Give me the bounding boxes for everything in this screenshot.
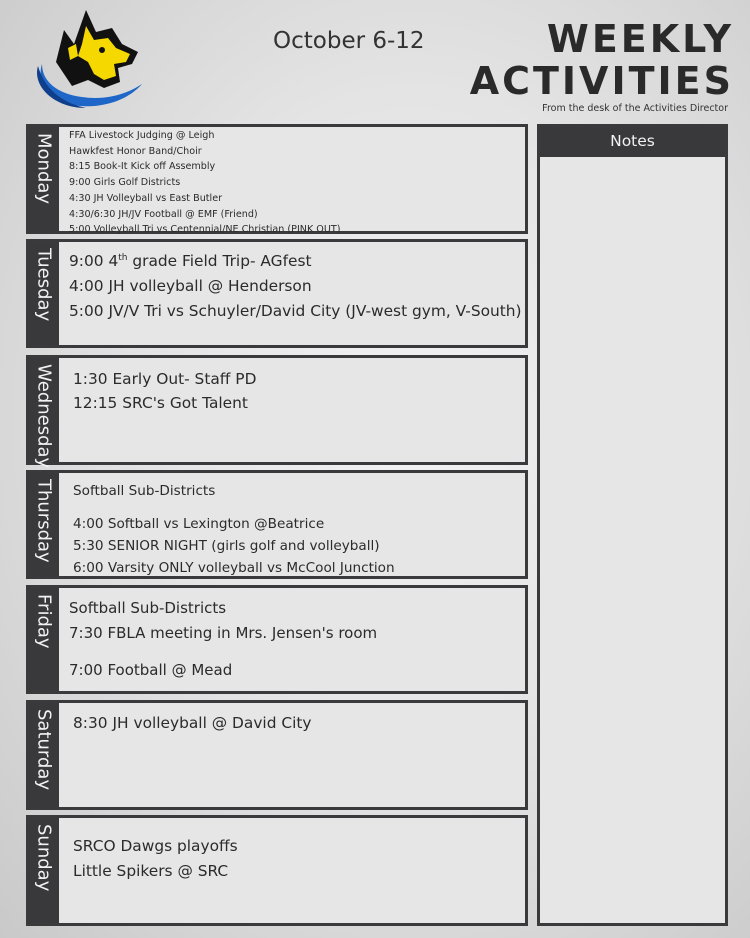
day-panel-sunday <box>26 815 528 926</box>
day-label: Wednesday <box>33 364 55 469</box>
page-title-line1: WEEKLY <box>546 17 734 61</box>
day-tab <box>29 588 59 691</box>
event-line: 4:00 JH volleyball @ Henderson <box>69 277 312 296</box>
event-line: 4:30 JH Volleyball vs East Butler <box>69 192 223 204</box>
day-panel-saturday <box>26 700 528 810</box>
day-label: Saturday <box>33 709 55 791</box>
event-line: 5:00 Volleyball Tri vs Centennial/NE Christian (PINK OUT) <box>69 224 341 236</box>
day-label: Friday <box>33 594 55 649</box>
event-line: 9:00 Girls Golf Districts <box>69 177 181 189</box>
day-tab <box>29 358 59 469</box>
notes-header: Notes <box>540 127 725 157</box>
ordinal-suffix: th <box>118 253 128 263</box>
event-line: 4:30/6:30 JH/JV Football @ EMF (Friend) <box>69 208 258 220</box>
day-panel-wednesday <box>26 355 528 469</box>
event-line: Hawkfest Honor Band/Choir <box>69 145 202 157</box>
page-title-line2: ACTIVITIES <box>469 59 734 103</box>
day-panel-thursday <box>26 470 528 579</box>
day-tab <box>29 127 59 231</box>
event-line: 5:00 JV/V Tri vs Schuyler/David City (JV-west gym, V-South) <box>69 302 522 321</box>
event-text: grade Field Trip- AGfest <box>127 252 312 271</box>
day-tab <box>29 703 59 807</box>
day-tab <box>29 473 59 576</box>
event-line: 1:30 Early Out- Staff PD <box>73 370 257 388</box>
day-tab <box>29 818 59 923</box>
event-line: Softball Sub-Districts <box>73 483 216 499</box>
event-line: 7:30 FBLA meeting in Mrs. Jensen's room <box>69 624 378 642</box>
event-line: 6:00 Varsity ONLY volleyball vs McCool Junction <box>73 560 395 576</box>
event-line: 8:15 Book-It Kick off Assembly <box>69 161 216 173</box>
day-label: Sunday <box>33 824 55 892</box>
event-line: 12:15 SRC's Got Talent <box>73 394 248 412</box>
day-label: Tuesday <box>33 248 55 322</box>
event-line: 7:00 Football @ Mead <box>69 661 233 679</box>
event-line: Little Spikers @ SRC <box>73 862 229 880</box>
day-label: Monday <box>33 133 55 205</box>
event-line: SRCO Dawgs playoffs <box>73 837 238 855</box>
event-line <box>69 246 519 274</box>
notes-panel <box>537 124 728 926</box>
event-line: Softball Sub-Districts <box>69 599 227 617</box>
day-panel-tuesday <box>26 239 528 348</box>
event-line: FFA Livestock Judging @ Leigh <box>69 130 215 141</box>
day-label: Thursday <box>33 479 55 563</box>
date-range: October 6-12 <box>273 28 425 54</box>
page-subtitle: From the desk of the Activities Director <box>542 103 728 114</box>
day-panel-friday <box>26 585 528 694</box>
day-tab <box>29 242 59 345</box>
husky-dog-head-logo-icon <box>28 4 146 110</box>
event-line: 4:00 Softball vs Lexington @Beatrice <box>73 516 325 532</box>
event-line: 8:30 JH volleyball @ David City <box>73 714 312 732</box>
day-panel-monday <box>26 124 528 234</box>
event-text: 9:00 4 <box>69 252 119 271</box>
event-line: 5:30 SENIOR NIGHT (girls golf and volleyball) <box>73 538 380 554</box>
